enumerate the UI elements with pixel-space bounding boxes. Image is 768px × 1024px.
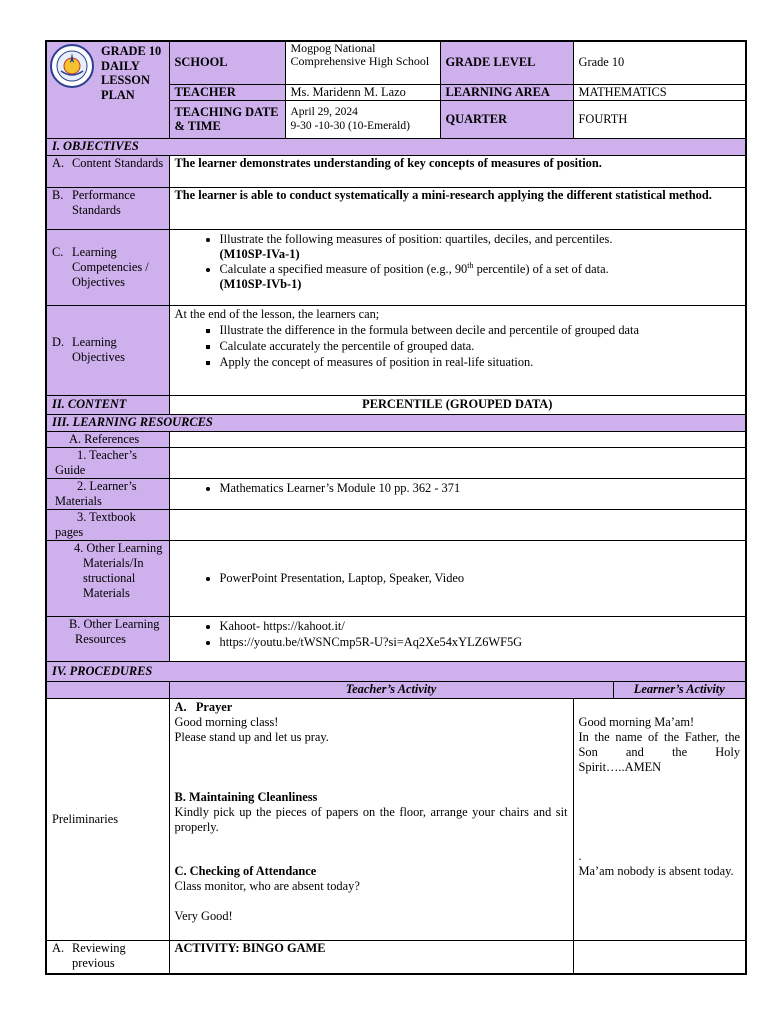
learning-objectives-label-cell (46, 305, 169, 395)
content-topic: PERCENTILE (GROUPED DATA) (169, 395, 746, 414)
reviewing-learner-cell (573, 940, 746, 974)
content-standards-label-cell (46, 155, 169, 187)
quarter-value: FOURTH (573, 100, 746, 138)
competencies-row (46, 229, 746, 305)
objectives-section-title: I. OBJECTIVES (46, 138, 746, 155)
other-resources-row (46, 616, 746, 661)
procedures-section-title: IV. PROCEDURES (46, 661, 746, 681)
competencies-key: C. (52, 244, 64, 259)
competencies-label-cell (46, 229, 169, 305)
learner-prayer: In the name of the Father, the Son and the Holy Spirit…..AMEN (578, 729, 741, 774)
resources-section-title: III. LEARNING RESOURCES (46, 414, 746, 431)
competency-item-1-text: • Illustrate the following measures of position: quartiles, deciles, and percentiles. (219, 231, 613, 246)
learner-greeting: Good morning Ma’am! (578, 714, 695, 729)
grade-level-label: GRADE LEVEL (440, 41, 573, 84)
content-section-title: II. CONTENT (46, 395, 169, 414)
learning-area-value: MATHEMATICS (573, 84, 746, 100)
procedures-section-row (46, 661, 746, 681)
teacher-activity-header: Teacher’s Activity (169, 681, 613, 698)
learners-materials-row (46, 478, 746, 509)
performance-standards-label: Performance Standards (72, 187, 136, 217)
school-value: Mogpog National Comprehensive High School (285, 41, 440, 84)
competency-item-2-text-post: percentile) of a set of data. (473, 261, 609, 276)
other-resource-link[interactable]: • Kahoot- https://kahoot.it/ (220, 618, 741, 634)
performance-standards-label-cell (46, 187, 169, 229)
performance-standards-key: B. (52, 187, 64, 202)
procedures-header-blank (46, 681, 169, 698)
performance-standards-text: The learner is able to conduct systematically a mini-research applying the different statistical method. (169, 187, 746, 229)
competency-item-1-code: (M10SP-IVa-1) (219, 246, 300, 261)
preliminaries-row (46, 698, 746, 940)
content-row (46, 395, 746, 414)
reviewing-label-cell (46, 940, 169, 974)
header-row-school (46, 41, 746, 84)
school-label: SCHOOL (169, 41, 285, 84)
other-materials-cell (169, 540, 746, 616)
procedures-header-row (46, 681, 746, 698)
cleanliness-title: B. Maintaining Cleanliness (174, 789, 318, 804)
quarter-label: QUARTER (440, 100, 573, 138)
learning-objectives-key: D. (52, 335, 65, 349)
other-resources-cell (169, 616, 746, 661)
learners-materials-label: 2. Learner’s Materials (46, 478, 169, 509)
competency-item-2-sup: th (467, 260, 474, 270)
learner-attendance: Ma’am nobody is absent today. (578, 863, 734, 878)
learning-objective-item: ▪ Apply the concept of measures of position in real-life situation. (220, 354, 741, 370)
learning-area-label: LEARNING AREA (440, 84, 573, 100)
grade-level-value: Grade 10 (573, 41, 746, 84)
competency-item (220, 262, 741, 292)
plan-title: GRADE 10 DAILY LESSON PLAN (101, 44, 162, 102)
learner-dot: . (578, 848, 582, 863)
teacher-label: TEACHER (169, 84, 285, 100)
references-label: A. References (46, 431, 169, 447)
learning-objective-item: ▪ Illustrate the difference in the formula between decile and percentile of grouped data (220, 322, 741, 338)
reviewing-key: A. (52, 940, 65, 955)
competency-item (220, 232, 741, 262)
teacher-value: Ms. Maridenn M. Lazo (285, 84, 440, 100)
learning-objectives-cell (169, 305, 746, 395)
resources-section-row (46, 414, 746, 431)
learners-materials-value: • Mathematics Learner’s Module 10 pp. 362 - 371 (220, 481, 741, 496)
cleanliness-text: Kindly pick up the pieces of papers on the floor, arrange your chairs and sit properly. (174, 804, 568, 834)
teachers-guide-row (46, 447, 746, 478)
content-standards-key: A. (52, 155, 65, 170)
prayer-heading (175, 700, 568, 715)
other-materials-value: • PowerPoint Presentation, Laptop, Speaker, Video (220, 571, 741, 586)
other-materials-label: 4. Other Learning Materials/In structional Materials (46, 540, 169, 616)
teaching-date-time (285, 100, 440, 138)
very-good-text: Very Good! (174, 908, 233, 923)
objectives-section-row (46, 138, 746, 155)
teachers-guide-label: 1. Teacher’s Guide (46, 447, 169, 478)
teachers-guide-value (169, 447, 746, 478)
teaching-time: 9-30 -10-30 (10-Emerald) (290, 120, 410, 132)
other-materials-row (46, 540, 746, 616)
other-resource-link[interactable]: • https://youtu.be/tWSNCmp5R-U?si=Aq2Xe54xYLZ6WF5G (220, 634, 741, 650)
reviewing-label: Reviewing previous (72, 940, 126, 970)
references-row (46, 431, 746, 447)
learning-objective-item: ▪ Calculate accurately the percentile of grouped data. (220, 338, 741, 354)
references-value (169, 431, 746, 447)
attendance-line: Class monitor, who are absent today? (174, 878, 360, 893)
attendance-title: C. Checking of Attendance (174, 863, 317, 878)
lesson-plan-table (45, 40, 747, 975)
teaching-label: TEACHING DATE & TIME (169, 100, 285, 138)
prayer-line: Please stand up and let us pray. (174, 729, 329, 744)
prayer-title: Prayer (195, 699, 233, 714)
textbook-label: 3. Textbook pages (46, 509, 169, 540)
textbook-value (169, 509, 746, 540)
preliminaries-label: Preliminaries (46, 698, 169, 940)
content-standards-text: The learner demonstrates understanding of key concepts of measures of position. (169, 155, 746, 187)
learning-objectives-row (46, 305, 746, 395)
prayer-key: A. (174, 699, 187, 714)
performance-standards-row (46, 187, 746, 229)
competencies-label: Learning Competencies / Objectives (72, 244, 149, 289)
lesson-plan-document (45, 40, 745, 975)
learners-materials-cell (169, 478, 746, 509)
competencies-cell (169, 229, 746, 305)
textbook-row (46, 509, 746, 540)
deped-seal-icon (49, 43, 95, 89)
plan-title-cell (46, 41, 169, 138)
content-standards-row (46, 155, 746, 187)
teaching-date: April 29, 2024 (290, 106, 358, 118)
learner-activity-cell (573, 698, 746, 940)
learning-objectives-intro: At the end of the lesson, the learners can; (174, 306, 380, 321)
competency-item-2-text-pre: Calculate a specified measure of position (e.g., 90 (219, 261, 468, 276)
reviewing-row (46, 940, 746, 974)
prayer-line: Good morning class! (174, 714, 279, 729)
learning-objectives-label: Learning Objectives (72, 335, 125, 364)
content-standards-label: Content Standards (72, 155, 164, 170)
learner-activity-header: Learner’s Activity (613, 681, 746, 698)
teacher-activity-cell (169, 698, 573, 940)
competency-item-2-code: (M10SP-IVb-1) (219, 276, 302, 291)
other-resources-label: B. Other Learning Resources (46, 616, 169, 661)
activity-title: ACTIVITY: BINGO GAME (169, 940, 573, 974)
